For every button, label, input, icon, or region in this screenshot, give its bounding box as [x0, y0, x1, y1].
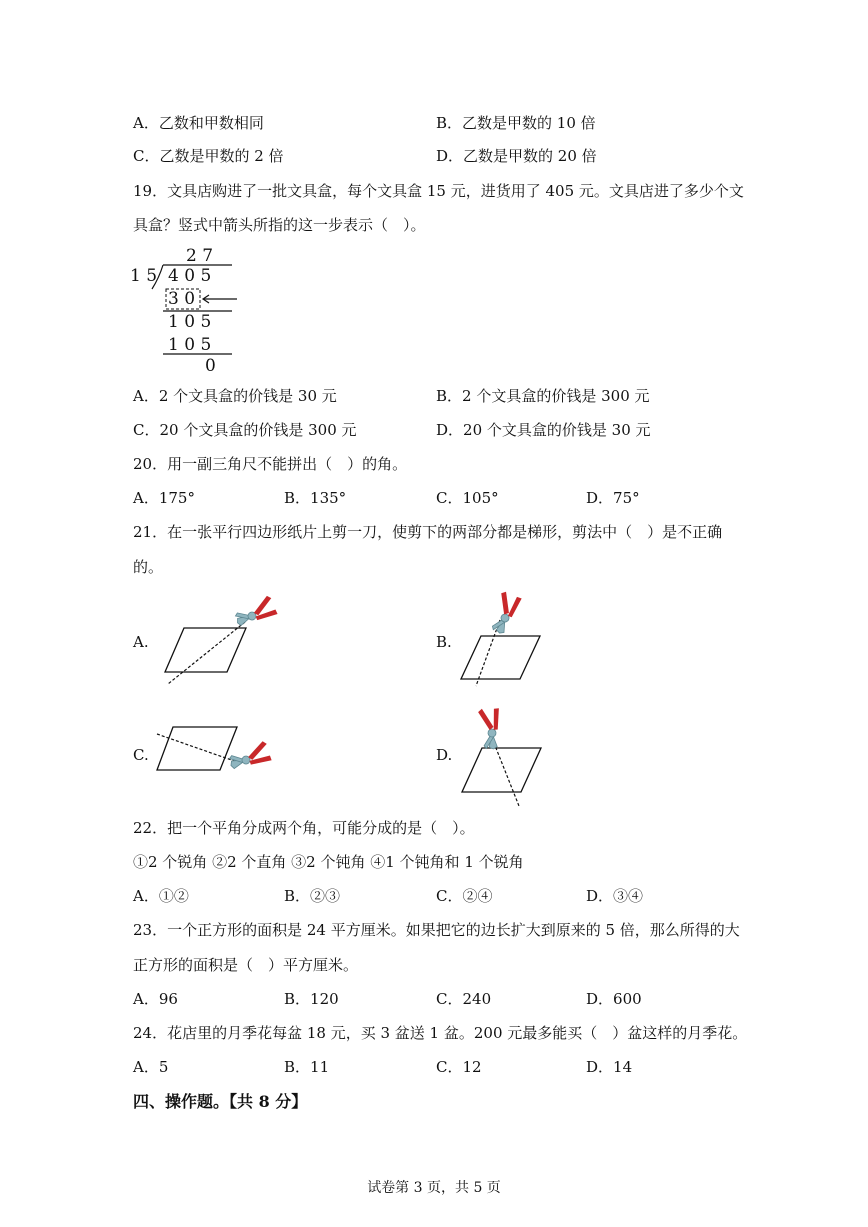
division-remainder: 0	[205, 356, 216, 376]
division-quotient: 2 7	[186, 246, 214, 266]
division-step-highlighted: 3 0	[168, 289, 196, 309]
q24-option-d: D．14	[586, 1058, 633, 1076]
q22-stem: 22．把一个平角分成两个角，可能分成的是（ ）。	[133, 819, 475, 837]
q19-option-d: D．20 个文具盒的价钱是 30 元	[436, 421, 651, 439]
q21-option-b-label: B.	[436, 633, 452, 651]
division-divisor: 1 5	[130, 266, 158, 286]
q19-stem-line2: 具盒？竖式中箭头所指的这一步表示（ ）。	[133, 216, 426, 234]
q24-option-c: C．12	[436, 1058, 482, 1076]
q21-stem-line2: 的。	[133, 558, 164, 576]
figure-d-parallelogram	[462, 707, 541, 806]
q20-option-d: D．75°	[586, 489, 640, 507]
q18-option-b: B．乙数是甲数的 10 倍	[436, 114, 596, 132]
page-footer: 试卷第 3 页，共 5 页	[367, 1180, 501, 1196]
q23-option-a: A．96	[133, 990, 178, 1008]
section-heading: 四、操作题。【共 8 分】	[133, 1092, 308, 1111]
q24-option-a: A．5	[133, 1058, 169, 1076]
q19-option-b: B．2 个文具盒的价钱是 300 元	[436, 387, 650, 405]
q20-option-c: C．105°	[436, 489, 499, 507]
q21-option-d-label: D.	[436, 746, 453, 764]
q20-stem: 20．用一副三角尺不能拼出（ ）的角。	[133, 455, 408, 473]
scissors-icon	[488, 590, 522, 636]
q23-option-d: D．600	[586, 990, 642, 1008]
q19-option-a: A．2 个文具盒的价钱是 30 元	[133, 387, 337, 405]
q19-stem-line1: 19．文具店购进了一批文具盒，每个文具盒 15 元，进货用了 405 元。文具店进了多少个文	[133, 182, 744, 200]
q23-option-c: C．240	[436, 990, 492, 1008]
q22-option-c: C．②④	[436, 887, 493, 905]
scissors-icon	[478, 707, 502, 750]
division-dividend: 4 0 5	[168, 266, 212, 286]
figure-a-parallelogram	[165, 595, 278, 684]
q21-option-a-label: A.	[133, 633, 149, 651]
figure-b-parallelogram	[461, 590, 540, 686]
figure-c-parallelogram	[157, 727, 273, 774]
q23-stem-line1: 23．一个正方形的面积是 24 平方厘米。如果把它的边长扩大到原来的 5 倍，那么所得的大	[133, 921, 740, 939]
q23-stem-line2: 正方形的面积是（ ）平方厘米。	[133, 956, 359, 974]
division-step-product: 1 0 5	[168, 335, 212, 355]
scissors-icon	[232, 595, 278, 631]
q18-option-d: D．乙数是甲数的 20 倍	[436, 147, 597, 165]
q18-option-c: C．乙数是甲数的 2 倍	[133, 147, 284, 165]
q19-option-c: C．20 个文具盒的价钱是 300 元	[133, 421, 357, 439]
q22-option-a: A．①②	[133, 887, 189, 905]
q24-stem: 24．花店里的月季花每盆 18 元，买 3 盆送 1 盆。200 元最多能买（ ）盆这样的月季花。	[133, 1024, 748, 1042]
q22-option-d: D．③④	[586, 887, 644, 905]
q24-option-b: B．11	[284, 1058, 330, 1076]
q20-option-a: A．175°	[133, 489, 195, 507]
q20-option-b: B．135°	[284, 489, 347, 507]
q23-option-b: B．120	[284, 990, 339, 1008]
division-step-bring-down: 1 0 5	[168, 312, 212, 332]
scissors-icon	[227, 740, 273, 774]
q21-option-c-label: C.	[133, 746, 149, 764]
q22-items: ①2 个锐角 ②2 个直角 ③2 个钝角 ④1 个钝角和 1 个锐角	[133, 853, 524, 871]
q18-option-a: A．乙数和甲数相同	[133, 114, 264, 132]
q22-option-b: B．②③	[284, 887, 341, 905]
q21-stem-line1: 21．在一张平行四边形纸片上剪一刀，使剪下的两部分都是梯形，剪法中（ ）是不正确	[133, 523, 723, 541]
